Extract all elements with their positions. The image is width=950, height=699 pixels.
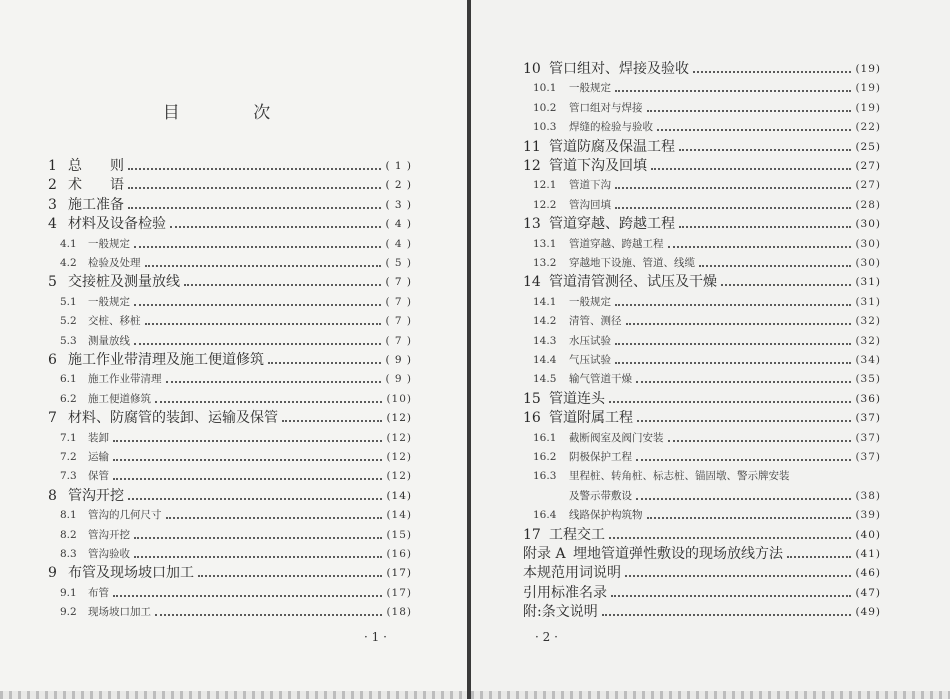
toc-number: 附录 A: [523, 546, 566, 562]
dot-leader: [625, 575, 851, 577]
toc-label: 布管及现场坡口加工: [68, 565, 194, 582]
toc-label: 布管: [88, 586, 109, 599]
toc-number: 7.3: [60, 470, 77, 483]
dot-leader: [647, 517, 852, 519]
toc-page-number: (31): [855, 276, 881, 289]
dot-leader: [134, 246, 381, 248]
dot-leader: [699, 265, 851, 267]
toc-label: 施工准备: [68, 196, 124, 213]
toc-label: 现场坡口加工: [88, 606, 151, 619]
toc-chapter[interactable]: [48, 196, 412, 214]
toc-chapter[interactable]: [48, 157, 412, 175]
dot-leader: [170, 226, 381, 228]
page-edge-left: [0, 691, 467, 699]
toc-label: 总 则: [68, 158, 124, 174]
toc-page-number: ( 7 ): [385, 315, 412, 328]
dot-leader: [155, 401, 382, 403]
dot-leader: [166, 381, 382, 383]
toc-label: 线路保护构筑物: [569, 509, 643, 522]
toc-number: 8.3: [60, 548, 77, 560]
toc-label: 一般规定: [569, 82, 611, 95]
toc-page-number: (32): [855, 315, 881, 328]
toc-page-number: ( 1 ): [385, 160, 412, 172]
toc-label: 材料及设备检验: [68, 216, 166, 233]
toc-chapter[interactable]: [523, 584, 881, 602]
toc-label: 施工便道修筑: [88, 392, 151, 405]
toc-label: 截断阀室及阀门安装: [569, 431, 664, 444]
toc-number: 4: [48, 216, 57, 233]
toc-page-number: ( 7 ): [385, 334, 412, 347]
toc-number: 9.2: [60, 606, 77, 619]
toc-label: 管道下沟: [569, 179, 611, 192]
toc-number: 8: [48, 487, 57, 504]
toc-chapter[interactable]: [523, 138, 881, 156]
toc-label: 工程交工: [549, 526, 605, 543]
toc-number: 6.1: [60, 373, 77, 386]
toc-number: 8.2: [60, 528, 77, 541]
toc-section[interactable]: [60, 526, 412, 544]
toc-page-number: ( 7 ): [385, 295, 412, 308]
toc-label: 交桩、移桩: [88, 315, 141, 328]
toc-label: 焊缝的检验与验收: [569, 121, 653, 134]
toc-page-number: (36): [855, 392, 881, 405]
toc-label: 施工作业带清理及施工便道修筑: [68, 352, 264, 368]
toc-page-number: (22): [855, 121, 881, 134]
toc-section[interactable]: [60, 429, 412, 447]
toc-page-number: (28): [855, 198, 881, 211]
toc-page-number: ( 7 ): [385, 276, 412, 289]
dot-leader: [145, 323, 382, 325]
toc-number: 14.2: [533, 315, 557, 328]
toc-label: 及警示带敷设: [569, 489, 632, 502]
toc-label: 管沟验收: [88, 548, 130, 560]
dot-leader: [609, 401, 851, 403]
toc-page-number: (19): [855, 82, 881, 95]
dot-leader: [113, 478, 382, 480]
page-edge-right: [471, 691, 950, 699]
toc-number: 11: [523, 138, 541, 155]
toc-number: 12: [523, 158, 541, 174]
toc-chapter[interactable]: [523, 603, 881, 621]
toc-page-number: (47): [855, 586, 881, 599]
toc-chapter[interactable]: [48, 409, 412, 427]
toc-page-number: (30): [855, 218, 881, 231]
toc-page-number: (14): [386, 509, 412, 522]
toc-label: 管口组对与焊接: [569, 101, 643, 114]
toc-label: 术 语: [68, 177, 124, 194]
toc-chapter[interactable]: [48, 176, 412, 194]
toc-section[interactable]: [533, 351, 881, 369]
toc-label: 管沟开挖: [88, 528, 130, 541]
toc-number: 5.2: [60, 315, 77, 328]
toc-page-number: (34): [855, 354, 881, 366]
toc-label: 一般规定: [88, 237, 130, 250]
toc-page-number: (27): [855, 179, 881, 192]
toc-page-number: (27): [855, 160, 881, 172]
toc-number: 14.5: [533, 373, 557, 386]
toc-number: 14: [523, 274, 541, 291]
toc-label: 管沟回填: [569, 198, 611, 211]
toc-number: 13.1: [533, 237, 557, 250]
dot-leader: [668, 246, 852, 248]
dot-leader: [651, 168, 851, 170]
toc-page-number: (12): [386, 451, 412, 463]
toc-section[interactable]: [60, 467, 412, 485]
toc-number: 4.2: [60, 257, 77, 269]
toc-section[interactable]: [60, 293, 412, 311]
toc-label: 管道防腐及保温工程: [549, 138, 675, 155]
toc-number: 5.1: [60, 295, 77, 308]
toc-label: 管道连头: [549, 390, 605, 407]
toc-number: 10.2: [533, 101, 557, 114]
toc-page-number: (12): [386, 431, 412, 444]
toc-section[interactable]: [533, 118, 881, 136]
toc-number: 16.3: [533, 470, 557, 483]
toc-label: 检验及处理: [88, 257, 141, 269]
dot-leader: [626, 323, 852, 325]
dot-leader: [647, 110, 852, 112]
toc-chapter[interactable]: [523, 409, 881, 427]
toc-chapter[interactable]: [523, 60, 881, 78]
toc-page-number: (15): [386, 528, 412, 541]
toc-number: 14.3: [533, 334, 557, 347]
toc-number: 15: [523, 390, 541, 407]
toc-number: 12.1: [533, 179, 557, 192]
toc-page-number: (46): [855, 567, 881, 580]
toc-number: 13.2: [533, 257, 557, 269]
dot-leader: [145, 265, 382, 267]
toc-chapter[interactable]: [523, 273, 881, 291]
toc-section[interactable]: [60, 390, 412, 408]
toc-label: 引用标准名录: [523, 584, 607, 601]
dot-leader: [615, 362, 851, 364]
dot-leader: [615, 207, 851, 209]
toc-section[interactable]: [533, 467, 881, 485]
toc-label: 附:条文说明: [523, 604, 598, 621]
toc-page-number: ( 4 ): [385, 218, 412, 231]
toc-chapter[interactable]: [523, 526, 881, 544]
toc-page-number: (37): [855, 412, 881, 425]
toc-label: 阴极保护工程: [569, 451, 632, 463]
toc-section[interactable]: [533, 312, 881, 330]
dot-leader: [615, 343, 851, 345]
dot-leader: [657, 129, 851, 131]
dot-leader: [134, 537, 382, 539]
toc-number: 16.2: [533, 451, 557, 463]
dot-leader: [679, 149, 851, 151]
toc-label: 交接桩及测量放线: [68, 274, 180, 291]
dot-leader: [615, 304, 851, 306]
dot-leader: [184, 284, 381, 286]
toc-number: 10.3: [533, 121, 557, 134]
toc-page-number: ( 5 ): [385, 257, 412, 269]
dot-leader: [128, 207, 381, 209]
toc-chapter[interactable]: [523, 545, 881, 563]
dot-leader: [615, 187, 851, 189]
dot-leader: [636, 459, 851, 461]
toc-page-number: (39): [855, 509, 881, 522]
toc-page-number: (37): [855, 431, 881, 444]
toc-number: 16: [523, 410, 541, 427]
toc-number: 10.1: [533, 82, 557, 95]
toc-chapter[interactable]: [523, 564, 881, 582]
toc-number: 14.4: [533, 354, 557, 366]
toc-label: 管口组对、焊接及验收: [549, 61, 689, 77]
toc-chapter[interactable]: [48, 351, 412, 369]
toc-section[interactable]: [60, 370, 412, 388]
dot-leader: [134, 343, 381, 345]
toc-number: 6.2: [60, 392, 77, 405]
toc-label: 清管、测径: [569, 315, 622, 328]
dot-leader: [282, 420, 382, 422]
toc-label: 运输: [88, 451, 109, 463]
toc-page-number: (19): [855, 63, 881, 75]
toc-number: 3: [48, 196, 57, 213]
toc-page-number: (37): [855, 451, 881, 463]
toc-page-number: (19): [855, 101, 881, 114]
toc-page-number: (17): [386, 586, 412, 599]
toc-label: 管沟的几何尺寸: [88, 509, 162, 522]
toc-label: 气压试验: [569, 354, 611, 366]
dot-leader: [721, 284, 851, 286]
toc-page-number: (32): [855, 334, 881, 347]
toc-section[interactable]: [60, 506, 412, 524]
dot-leader: [602, 614, 852, 616]
toc-label: 管道下沟及回填: [549, 158, 647, 174]
toc-number: 10: [523, 61, 541, 77]
dot-leader: [113, 459, 382, 461]
page-number-1: · 1 ·: [364, 630, 387, 644]
toc-number: 16.4: [533, 509, 557, 522]
dot-leader: [609, 537, 851, 539]
page-number-2: · 2 ·: [535, 630, 558, 644]
toc-label: 保管: [88, 470, 109, 483]
toc-number: 9: [48, 565, 57, 582]
toc-label: 本规范用词说明: [523, 565, 621, 582]
toc-page-number: (25): [855, 140, 881, 153]
toc-page-number: (12): [386, 470, 412, 483]
toc-page-number: (35): [855, 373, 881, 386]
toc-page-number: ( 4 ): [385, 237, 412, 250]
toc-number: 7.1: [60, 431, 77, 444]
dot-leader: [636, 381, 851, 383]
toc-page-number: (49): [855, 606, 881, 619]
toc-page-number: (10): [386, 392, 412, 405]
dot-leader: [668, 440, 852, 442]
dot-leader: [113, 595, 382, 597]
dot-leader: [128, 187, 381, 189]
toc-section[interactable]: [60, 332, 412, 350]
toc-page-number: (17): [386, 567, 412, 580]
toc-label: 材料、防腐管的装卸、运输及保管: [68, 410, 278, 427]
toc-label: 管道清管测径、试压及干燥: [549, 274, 717, 291]
toc-section[interactable]: [533, 79, 881, 97]
toc-page-number: (30): [855, 257, 881, 269]
toc-label: 管沟开挖: [68, 487, 124, 504]
toc-page-number: (30): [855, 237, 881, 250]
toc-number: 4.1: [60, 237, 77, 250]
toc-section[interactable]: [533, 293, 881, 311]
dot-leader: [198, 575, 382, 577]
toc-label: 穿越地下设施、管道、线缆: [569, 257, 695, 269]
page-title: 目 次: [162, 103, 305, 123]
toc-page-number: ( 2 ): [385, 179, 412, 192]
toc-page-number: (12): [386, 412, 412, 425]
toc-section[interactable]: [533, 370, 881, 388]
dot-leader: [679, 226, 851, 228]
toc-section[interactable]: [533, 332, 881, 350]
toc-page-number: (40): [855, 528, 881, 541]
toc-label: 管道穿越、跨越工程: [569, 237, 664, 250]
toc-section[interactable]: [60, 254, 412, 272]
toc-page-number: (31): [855, 295, 881, 308]
toc-number: 5: [48, 274, 57, 291]
toc-section[interactable]: [533, 176, 881, 194]
dot-leader: [134, 304, 381, 306]
toc-label: 一般规定: [88, 295, 130, 308]
dot-leader: [787, 556, 851, 558]
toc-number: 13: [523, 216, 541, 233]
toc-label: 一般规定: [569, 295, 611, 308]
dot-leader: [128, 498, 382, 500]
toc-section[interactable]: [60, 584, 412, 602]
toc-number: 16.1: [533, 431, 557, 444]
toc-chapter[interactable]: [523, 390, 881, 408]
toc-label: 测量放线: [88, 334, 130, 347]
toc-label: 管道附属工程: [549, 410, 633, 427]
dot-leader: [134, 556, 382, 558]
toc-number: 17: [523, 526, 541, 543]
right-page: [471, 0, 950, 699]
toc-section[interactable]: [60, 312, 412, 330]
toc-section[interactable]: [533, 99, 881, 117]
toc-chapter[interactable]: [48, 273, 412, 291]
toc-label: 装卸: [88, 431, 109, 444]
dot-leader: [128, 168, 381, 170]
toc-chapter[interactable]: [48, 564, 412, 582]
toc-section[interactable]: [533, 429, 881, 447]
toc-number: 6: [48, 352, 57, 368]
dot-leader: [637, 420, 851, 422]
left-page: [0, 0, 467, 699]
toc-page-number: (14): [386, 489, 412, 502]
toc-page-number: (18): [386, 606, 412, 619]
dot-leader: [113, 440, 382, 442]
toc-label: 水压试验: [569, 334, 611, 347]
toc-section[interactable]: [533, 448, 881, 466]
dot-leader: [611, 595, 851, 597]
toc-chapter[interactable]: [48, 215, 412, 233]
toc-number: 7: [48, 410, 57, 427]
toc-section[interactable]: [60, 235, 412, 253]
toc-section[interactable]: [533, 196, 881, 214]
toc-label: 里程桩、转角桩、标志桩、锚固墩、警示牌安装: [569, 470, 790, 483]
dot-leader: [166, 517, 383, 519]
toc-section[interactable]: [533, 235, 881, 253]
dot-leader: [268, 362, 381, 364]
toc-chapter[interactable]: [48, 487, 412, 505]
toc-page-number: (41): [855, 548, 881, 560]
toc-label: 施工作业带清理: [88, 373, 162, 386]
toc-section[interactable]: [569, 487, 881, 505]
toc-number: 5.3: [60, 334, 77, 347]
toc-label: 管道穿越、跨越工程: [549, 216, 675, 233]
dot-leader: [693, 71, 851, 73]
toc-number: 1: [48, 158, 57, 174]
toc-page-number: ( 9 ): [385, 373, 412, 386]
toc-label: 输气管道干燥: [569, 373, 632, 386]
toc-label: 埋地管道弹性敷设的现场放线方法: [573, 546, 783, 562]
toc-number: 8.1: [60, 509, 77, 522]
toc-chapter[interactable]: [523, 215, 881, 233]
toc-number: 12.2: [533, 198, 557, 211]
toc-number: 2: [48, 177, 57, 194]
dot-leader: [615, 90, 851, 92]
toc-number: 9.1: [60, 586, 77, 599]
toc-page-number: ( 9 ): [385, 354, 412, 366]
toc-chapter[interactable]: [523, 157, 881, 175]
toc-section[interactable]: [60, 545, 412, 563]
toc-section[interactable]: [60, 603, 412, 621]
toc-page-number: (38): [855, 489, 881, 502]
toc-section[interactable]: [533, 506, 881, 524]
toc-section[interactable]: [60, 448, 412, 466]
toc-number: 7.2: [60, 451, 77, 463]
toc-number: 14.1: [533, 295, 557, 308]
toc-section[interactable]: [533, 254, 881, 272]
dot-leader: [636, 498, 851, 500]
dot-leader: [155, 614, 382, 616]
toc-page-number: (16): [386, 548, 412, 560]
toc-page-number: ( 3 ): [385, 198, 412, 211]
